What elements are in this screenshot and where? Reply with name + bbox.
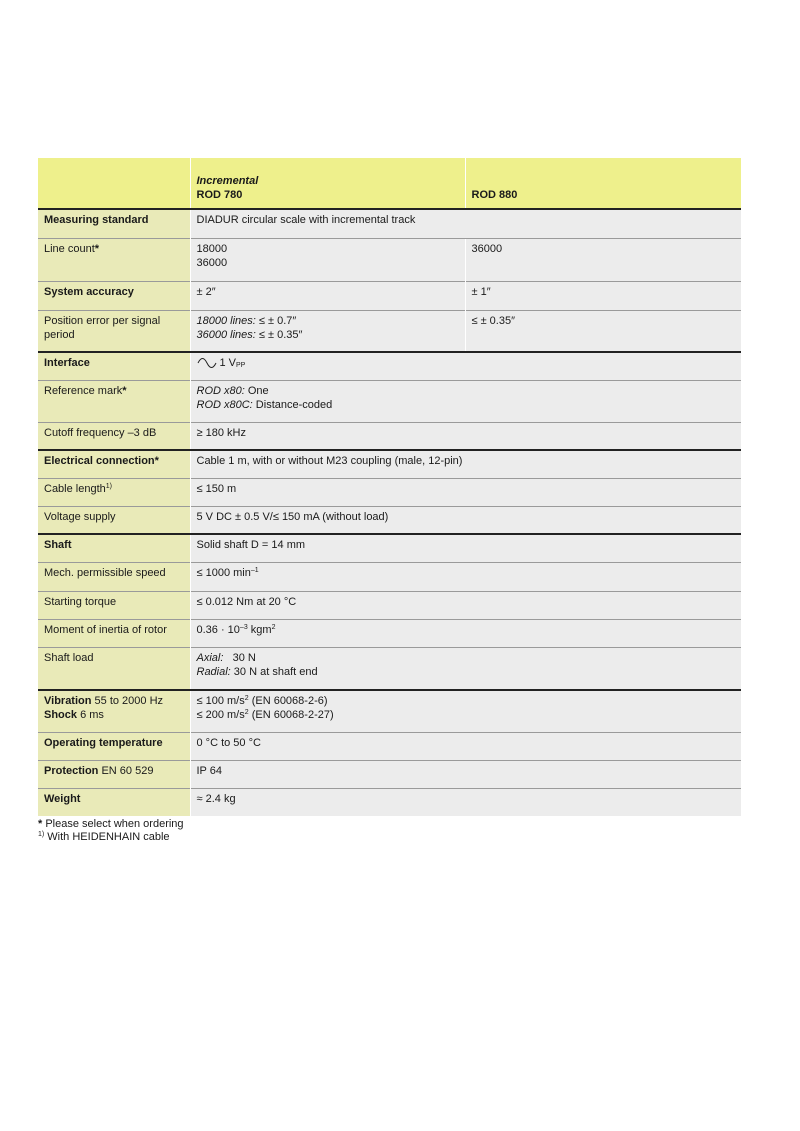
row-value: ≈ 2.4 kg [190,788,741,816]
row-label: Line count* [38,238,190,281]
row-value: 5 V DC ± 0.5 V/≤ 150 mA (without load) [190,506,741,534]
row-label: Shaft [38,534,190,562]
row-value-2: ≤ ± 0.35″ [465,310,741,352]
row-label: Cable length$^{1)}$ [38,478,190,506]
row-value-2: 36000 [465,238,741,281]
row-label: Measuring standard [38,209,190,238]
row-label: Operating temperature [38,732,190,760]
row-value: 0 °C to 50 °C [190,732,741,760]
row-value: DIADUR circular scale with incremental track [190,209,741,238]
row-label: Weight [38,788,190,816]
header-empty-cell [38,158,190,209]
row-value: ≤ 0.012 Nm at 20 °C [190,591,741,619]
row-value-2: ± 1″ [465,281,741,310]
header-col2-title: ROD 880 [471,189,518,201]
row-value: ≥ 180 kHz [190,422,741,450]
sine-wave-icon [197,358,217,368]
table-row [38,209,741,238]
row-label: Moment of inertia of rotor [38,619,190,647]
row-value: ± 2″ [190,281,465,310]
row-value: Solid shaft D = 14 mm [190,534,741,562]
header-subtitle: Incremental [196,175,259,187]
table-row [38,732,741,760]
table-row [38,562,741,591]
header-rod880 [465,158,741,209]
footnote-star: * Please select when ordering [38,818,184,830]
specifications-table [38,158,741,816]
row-label: Cutoff frequency –3 dB [38,422,190,450]
table-row [38,238,741,281]
footnote-1: $^{1)}$ With HEIDENHAIN cable [38,831,170,843]
table-row [38,478,741,506]
table-row [38,690,741,732]
table-header-row [38,158,741,209]
table-row [38,352,741,380]
row-label: Position error per signal period [38,310,190,352]
row-label: Electrical connection* [38,450,190,478]
footnotes [38,818,184,844]
row-label: Interface [38,352,190,380]
table-row [38,380,741,422]
row-value: ≤ 150 m [190,478,741,506]
row-label: System accuracy [38,281,190,310]
row-value: Cable 1 m, with or without M23 coupling (male, 12-pin) [190,450,741,478]
table-row [38,760,741,788]
row-label: Protection EN 60 529 [38,760,190,788]
row-label: Shaft load [38,647,190,690]
row-label: Mech. permissible speed [38,562,190,591]
header-rod780 [190,158,465,209]
table-row [38,281,741,310]
table-row [38,619,741,647]
row-label: Voltage supply [38,506,190,534]
table-row [38,310,741,352]
table-row [38,506,741,534]
table-row [38,450,741,478]
row-value: $0.36 \cdot 10^{-3}$ kgm$^2$ [190,619,741,647]
row-value: IP 64 [190,760,741,788]
table-row [38,422,741,450]
row-label: Starting torque [38,591,190,619]
row-value: 1 $V_{PP}$ [190,352,741,380]
table-row [38,647,741,690]
row-label: Vibration 55 to 2000 Hz Shock 6 ms [38,690,190,732]
row-value: Axial: 30 N Radial: 30 N at shaft end [190,647,741,690]
row-value: ≤ 1000 $\min^{-1}$ [190,562,741,591]
table-row [38,788,741,816]
row-value: 18000 36000 [190,238,465,281]
header-col1-title: ROD 780 [196,189,243,201]
row-label: Reference mark* [38,380,190,422]
row-value: ROD x80: One ROD x80C: Distance-coded [190,380,741,422]
table-row [38,591,741,619]
row-value: ≤ 100 $m/s^2$ (EN 60068-2-6) ≤ 200 $m/s^2$ (EN 60068-2-27) [190,690,741,732]
row-value: 18000 lines: ≤ ± 0.7″ 36000 lines: ≤ ± 0.35″ [190,310,465,352]
table-row [38,534,741,562]
